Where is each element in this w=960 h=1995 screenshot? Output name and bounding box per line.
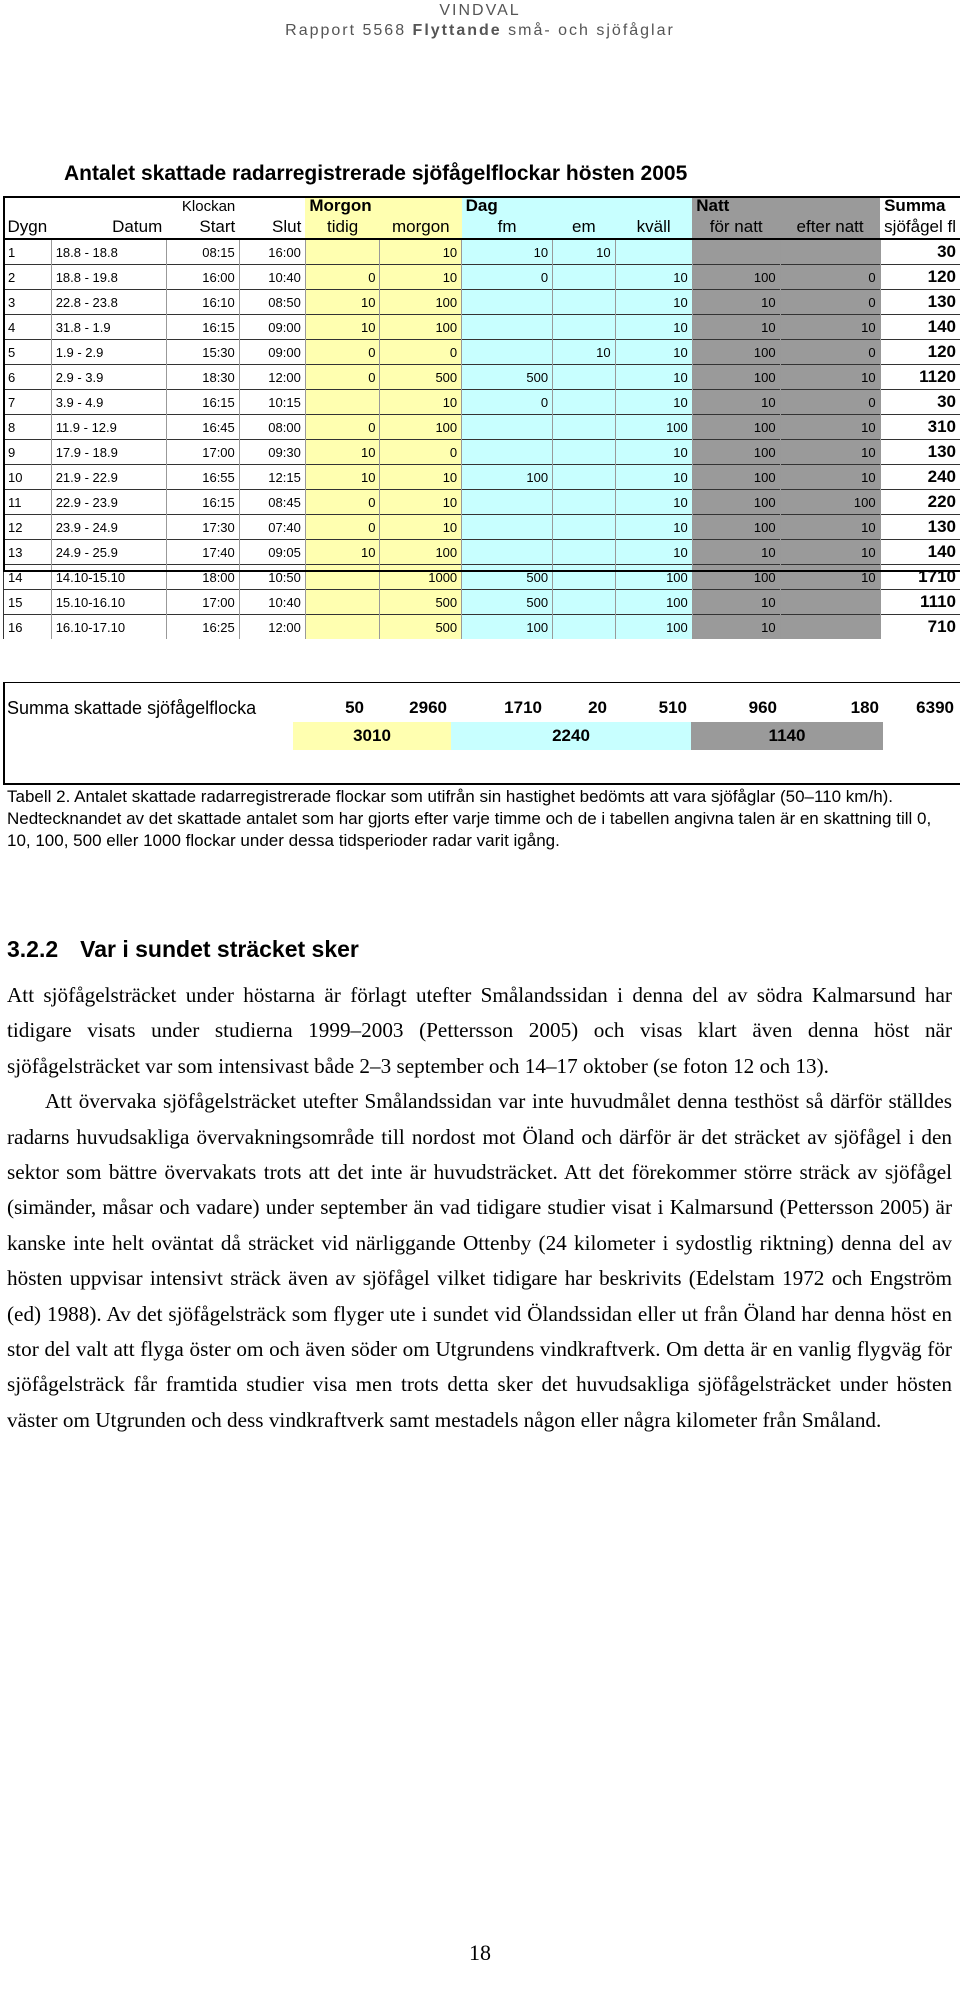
header-for-natt: för natt (692, 216, 780, 239)
efter-natt-cell: 10 (780, 515, 880, 540)
summary-value: 180 (850, 698, 879, 717)
datum-cell: 2.9 - 3.9 (51, 365, 166, 390)
morgon-cell: 500 (380, 365, 462, 390)
summary-value: 50 (345, 698, 364, 717)
dygn-cell: 9 (4, 440, 52, 465)
summa-cell: 140 (880, 540, 960, 565)
start-cell: 16:15 (166, 490, 239, 515)
em-cell (553, 290, 616, 315)
table-row (4, 239, 960, 265)
summary-value: 2960 (409, 698, 447, 717)
datum-cell: 31.8 - 1.9 (51, 315, 166, 340)
start-cell: 16:15 (166, 390, 239, 415)
start-cell: 16:10 (166, 290, 239, 315)
datum-cell: 23.9 - 24.9 (51, 515, 166, 540)
morgon-cell: 100 (380, 540, 462, 565)
fm-cell: 100 (462, 615, 553, 640)
header-fm: fm (462, 216, 553, 239)
start-cell: 16:15 (166, 315, 239, 340)
group-sum-row (3, 722, 958, 750)
summa-cell: 130 (880, 515, 960, 540)
tidig-cell (305, 590, 380, 615)
kvall-cell: 100 (615, 590, 692, 615)
fm-cell: 500 (462, 590, 553, 615)
table-row (4, 390, 960, 415)
for-natt-cell: 10 (692, 615, 780, 640)
datum-cell: 3.9 - 4.9 (51, 390, 166, 415)
slut-cell: 12:15 (239, 465, 305, 490)
paragraph: Att sjöfågelsträcket under höstarna är förlagt utefter Smålandssidan i denna del av södra Kalmarsund har tidigare visats under studierna 1999–2003 (Pettersson 2005) och visas klart även denna höst när sjöfågelsträcket var som intensivast både 2–3 september och 14–17 oktober (se foton 12 och 13). (7, 983, 952, 1078)
table-row (4, 515, 960, 540)
em-cell (553, 590, 616, 615)
tidig-cell: 0 (305, 340, 380, 365)
summa-cell: 1710 (880, 565, 960, 590)
start-cell: 17:40 (166, 540, 239, 565)
morgon-cell: 500 (380, 590, 462, 615)
efter-natt-cell: 0 (780, 265, 880, 290)
datum-cell: 21.9 - 22.9 (51, 465, 166, 490)
tidig-cell: 10 (305, 465, 380, 490)
em-cell (553, 315, 616, 340)
table-row (4, 465, 960, 490)
tidig-cell: 0 (305, 490, 380, 515)
morgon-cell: 1000 (380, 565, 462, 590)
kvall-cell: 10 (615, 340, 692, 365)
start-cell: 17:30 (166, 515, 239, 540)
for-natt-cell: 100 (692, 465, 780, 490)
table-row (4, 315, 960, 340)
dygn-cell: 10 (4, 465, 52, 490)
table-row (4, 565, 960, 590)
slut-cell: 09:00 (239, 315, 305, 340)
header-tidig: tidig (305, 216, 380, 239)
summary-row (3, 694, 958, 722)
slut-cell: 08:50 (239, 290, 305, 315)
summary-value: 960 (748, 698, 777, 717)
tidig-cell: 10 (305, 540, 380, 565)
morgon-cell: 10 (380, 265, 462, 290)
slut-cell: 07:40 (239, 515, 305, 540)
efter-natt-cell: 10 (780, 415, 880, 440)
fm-cell: 0 (462, 390, 553, 415)
table-row (4, 440, 960, 465)
dygn-cell: 11 (4, 490, 52, 515)
em-cell (553, 515, 616, 540)
dygn-cell: 8 (4, 415, 52, 440)
header-dygn: Dygn (4, 216, 52, 239)
slut-cell: 10:40 (239, 265, 305, 290)
efter-natt-cell: 100 (780, 490, 880, 515)
header-slut: Slut (239, 216, 305, 239)
morgon-cell: 0 (380, 440, 462, 465)
tidig-cell: 0 (305, 265, 380, 290)
tidig-cell (305, 239, 380, 265)
header-cell (51, 196, 166, 216)
fm-cell (462, 290, 553, 315)
slut-cell: 16:00 (239, 239, 305, 265)
tidig-cell (305, 390, 380, 415)
slut-cell: 09:00 (239, 340, 305, 365)
fm-cell (462, 315, 553, 340)
header-cell (239, 196, 305, 216)
fm-cell: 100 (462, 465, 553, 490)
tidig-cell: 0 (305, 415, 380, 440)
header-cell (780, 196, 880, 216)
datum-cell: 18.8 - 19.8 (51, 265, 166, 290)
em-cell (553, 540, 616, 565)
for-natt-cell: 100 (692, 515, 780, 540)
efter-natt-cell: 10 (780, 440, 880, 465)
efter-natt-cell: 0 (780, 390, 880, 415)
header-row-1 (4, 196, 960, 216)
kvall-cell: 10 (615, 265, 692, 290)
summary-label: Summa skattade sjöfågelflocka (7, 697, 257, 718)
summa-cell: 120 (880, 340, 960, 365)
kvall-cell: 10 (615, 490, 692, 515)
for-natt-cell: 10 (692, 390, 780, 415)
fm-cell: 500 (462, 565, 553, 590)
em-cell (553, 390, 616, 415)
for-natt-cell (692, 239, 780, 265)
efter-natt-cell: 10 (780, 365, 880, 390)
dygn-cell: 1 (4, 239, 52, 265)
summa-cell: 30 (880, 239, 960, 265)
morgon-cell: 500 (380, 615, 462, 640)
datum-cell: 17.9 - 18.9 (51, 440, 166, 465)
efter-natt-cell: 10 (780, 465, 880, 490)
efter-natt-cell: 10 (780, 540, 880, 565)
em-cell (553, 615, 616, 640)
kvall-cell: 10 (615, 540, 692, 565)
fm-cell (462, 515, 553, 540)
em-cell (553, 440, 616, 465)
fm-cell: 500 (462, 365, 553, 390)
table-row (4, 540, 960, 565)
table-title: Antalet skattade radarregistrerade sjöfågelflockar hösten 2005 (64, 162, 688, 185)
tidig-cell (305, 565, 380, 590)
summa-cell: 140 (880, 315, 960, 340)
tidig-cell: 0 (305, 515, 380, 540)
morgon-cell: 10 (380, 390, 462, 415)
kvall-cell: 10 (615, 390, 692, 415)
summary-table (3, 694, 958, 750)
tidig-cell (305, 615, 380, 640)
efter-natt-cell (780, 239, 880, 265)
morgon-cell: 100 (380, 315, 462, 340)
slut-cell: 09:05 (239, 540, 305, 565)
paragraph: Att övervaka sjöfågelsträcket utefter Smålandssidan var inte huvudmålet denna testhöst så därför ställdes radarns huvudsakliga övervakningsområde till nordost mot Öland och därför är det sträcket av sjöfågel i den sektor som bättre övervakats trots att det inte är huvudsträcket. Att det förekommer större sträck av sjöfågel (simänder, måsar och vadare) under september än vad tidigare studier visat i Kalmarsund (Pettersson 2005) är kanske inte helt oväntat då sträcket vid närliggande Ottenby (24 kilometer i sydostlig riktning) denna del av hösten uppvisar intensivt sträck även av sjöfågel vilket tidigare har beskrivits (Edelstam 1972 och Engström (ed) 1988). Av det sjöfågelsträck som flyger ute i sundet vid Ölandssidan eller ut från Öland har denna höst en stor del valt att flyga öster om och även söder om Utgrundens vindkraftverk. Om detta är en vanlig flygväg för sjöfågelsträck får framtida studier visa men trots detta sker det huvudsakliga sjöfågelsträcket under hösten väster om Utgrunden och dess vindkraftverk samt mestadels någon eller några kilometer från Småland. (7, 1089, 952, 1432)
for-natt-cell: 10 (692, 290, 780, 315)
datum-cell: 22.9 - 23.9 (51, 490, 166, 515)
datum-cell: 14.10-15.10 (51, 565, 166, 590)
summary-value: 6390 (916, 698, 954, 717)
slut-cell: 08:00 (239, 415, 305, 440)
em-cell (553, 565, 616, 590)
table-row (4, 615, 960, 640)
dygn-cell: 2 (4, 265, 52, 290)
dygn-cell: 12 (4, 515, 52, 540)
header-report: Rapport 5568 (285, 22, 413, 39)
start-cell: 18:30 (166, 365, 239, 390)
kvall-cell: 10 (615, 365, 692, 390)
header-efter-natt: efter natt (780, 216, 880, 239)
header-natt: Natt (692, 196, 780, 216)
efter-natt-cell: 0 (780, 340, 880, 365)
header-sjofagel: sjöfågel fl (880, 216, 960, 239)
dygn-cell: 4 (4, 315, 52, 340)
table-caption: Tabell 2. Antalet skattade radarregistrerade flockar som utifrån sin hastighet bedömts att vara sjöfåglar (50–110 km/h). Nedtecknandet av det skattade antalet som har gjorts efter varje timme och de i tabellen angivna talen är en skattning till 0, 10, 100, 500 eller 1000 flockar under dessa tidsperioder radar varit igång. (7, 787, 932, 850)
for-natt-cell: 10 (692, 540, 780, 565)
start-cell: 15:30 (166, 340, 239, 365)
kvall-cell: 10 (615, 465, 692, 490)
natt-group-sum: 1140 (691, 722, 883, 750)
header-start: Start (166, 216, 239, 239)
header-line-2 (0, 21, 960, 41)
efter-natt-cell: 0 (780, 290, 880, 315)
start-cell: 17:00 (166, 440, 239, 465)
header-row-2 (4, 216, 960, 239)
summa-cell: 1120 (880, 365, 960, 390)
start-cell: 16:00 (166, 265, 239, 290)
dygn-cell: 3 (4, 290, 52, 315)
kvall-cell: 100 (615, 615, 692, 640)
flock-table (3, 196, 960, 639)
dag-group-sum: 2240 (451, 722, 691, 750)
slut-cell: 10:15 (239, 390, 305, 415)
tidig-cell: 10 (305, 290, 380, 315)
dygn-cell: 13 (4, 540, 52, 565)
summa-cell: 240 (880, 465, 960, 490)
summa-cell: 120 (880, 265, 960, 290)
kvall-cell: 10 (615, 290, 692, 315)
summa-cell: 310 (880, 415, 960, 440)
section-number: 3.2.2 (7, 936, 59, 962)
start-cell: 08:15 (166, 239, 239, 265)
start-cell: 16:45 (166, 415, 239, 440)
for-natt-cell: 100 (692, 415, 780, 440)
header-cell (380, 196, 462, 216)
morgon-cell: 10 (380, 490, 462, 515)
fm-cell: 10 (462, 239, 553, 265)
slut-cell: 12:00 (239, 365, 305, 390)
summa-cell: 130 (880, 440, 960, 465)
table-row (4, 290, 960, 315)
em-cell (553, 490, 616, 515)
morgon-group-sum: 3010 (293, 722, 451, 750)
section-heading (7, 936, 359, 963)
datum-cell: 11.9 - 12.9 (51, 415, 166, 440)
table-row (4, 415, 960, 440)
summa-cell: 220 (880, 490, 960, 515)
fm-cell (462, 415, 553, 440)
summa-cell: 1110 (880, 590, 960, 615)
slut-cell: 08:45 (239, 490, 305, 515)
section-title: Var i sundet sträcket sker (80, 936, 359, 962)
header-klockan: Klockan (181, 197, 236, 215)
em-cell: 10 (553, 239, 616, 265)
dygn-cell: 7 (4, 390, 52, 415)
datum-cell: 16.10-17.10 (51, 615, 166, 640)
kvall-cell: 10 (615, 315, 692, 340)
efter-natt-cell: 10 (780, 315, 880, 340)
start-cell: 18:00 (166, 565, 239, 590)
datum-cell: 15.10-16.10 (51, 590, 166, 615)
summa-cell: 30 (880, 390, 960, 415)
table-row (4, 340, 960, 365)
kvall-cell: 10 (615, 515, 692, 540)
slut-cell: 12:00 (239, 615, 305, 640)
dygn-cell: 6 (4, 365, 52, 390)
em-cell (553, 415, 616, 440)
em-cell (553, 265, 616, 290)
tidig-cell: 10 (305, 315, 380, 340)
running-header (0, 0, 960, 41)
page-number: 18 (469, 1940, 491, 1965)
tidig-cell: 10 (305, 440, 380, 465)
header-line-1: VINDVAL (439, 2, 521, 19)
summa-cell: 130 (880, 290, 960, 315)
header-datum: Datum (51, 216, 166, 239)
kvall-cell (615, 239, 692, 265)
for-natt-cell: 100 (692, 565, 780, 590)
morgon-cell: 10 (380, 239, 462, 265)
dygn-cell: 15 (4, 590, 52, 615)
datum-cell: 1.9 - 2.9 (51, 340, 166, 365)
body-text (7, 978, 952, 1438)
header-morgon-sub: morgon (380, 216, 462, 239)
fm-cell (462, 540, 553, 565)
efter-natt-cell: 10 (780, 565, 880, 590)
table-row (4, 590, 960, 615)
morgon-cell: 100 (380, 290, 462, 315)
datum-cell: 22.8 - 23.8 (51, 290, 166, 315)
summary-value: 1710 (504, 698, 542, 717)
table-body (4, 239, 960, 639)
header-cell (4, 196, 52, 216)
summary-value: 510 (658, 698, 687, 717)
header-dag: Dag (462, 196, 553, 216)
morgon-cell: 10 (380, 515, 462, 540)
header-subtitle: små- och sjöfåglar (501, 22, 675, 39)
efter-natt-cell (780, 590, 880, 615)
table-row (4, 490, 960, 515)
dygn-cell: 5 (4, 340, 52, 365)
summa-cell: 710 (880, 615, 960, 640)
fm-cell (462, 490, 553, 515)
efter-natt-cell (780, 615, 880, 640)
morgon-cell: 0 (380, 340, 462, 365)
morgon-cell: 100 (380, 415, 462, 440)
for-natt-cell: 100 (692, 265, 780, 290)
start-cell: 16:25 (166, 615, 239, 640)
dygn-cell: 14 (4, 565, 52, 590)
dygn-cell: 16 (4, 615, 52, 640)
header-cell (615, 196, 692, 216)
slut-cell: 09:30 (239, 440, 305, 465)
morgon-cell: 10 (380, 465, 462, 490)
for-natt-cell: 100 (692, 365, 780, 390)
slut-cell: 10:40 (239, 590, 305, 615)
for-natt-cell: 10 (692, 590, 780, 615)
header-kvall: kväll (615, 216, 692, 239)
header-em: em (553, 216, 616, 239)
for-natt-cell: 10 (692, 315, 780, 340)
kvall-cell: 100 (615, 415, 692, 440)
for-natt-cell: 100 (692, 490, 780, 515)
header-summa: Summa (884, 196, 946, 215)
tidig-cell: 0 (305, 365, 380, 390)
summary-value: 20 (588, 698, 607, 717)
for-natt-cell: 100 (692, 440, 780, 465)
header-morgon: Morgon (305, 196, 380, 216)
kvall-cell: 100 (615, 565, 692, 590)
table-row (4, 265, 960, 290)
slut-cell: 10:50 (239, 565, 305, 590)
table-row (4, 365, 960, 390)
start-cell: 17:00 (166, 590, 239, 615)
fm-cell: 0 (462, 265, 553, 290)
em-cell: 10 (553, 340, 616, 365)
em-cell (553, 465, 616, 490)
start-cell: 16:55 (166, 465, 239, 490)
datum-cell: 24.9 - 25.9 (51, 540, 166, 565)
header-cell (553, 196, 616, 216)
em-cell (553, 365, 616, 390)
datum-cell: 18.8 - 18.8 (51, 239, 166, 265)
fm-cell (462, 340, 553, 365)
fm-cell (462, 440, 553, 465)
for-natt-cell: 100 (692, 340, 780, 365)
header-bold-word: Flyttande (412, 22, 502, 39)
kvall-cell: 10 (615, 440, 692, 465)
